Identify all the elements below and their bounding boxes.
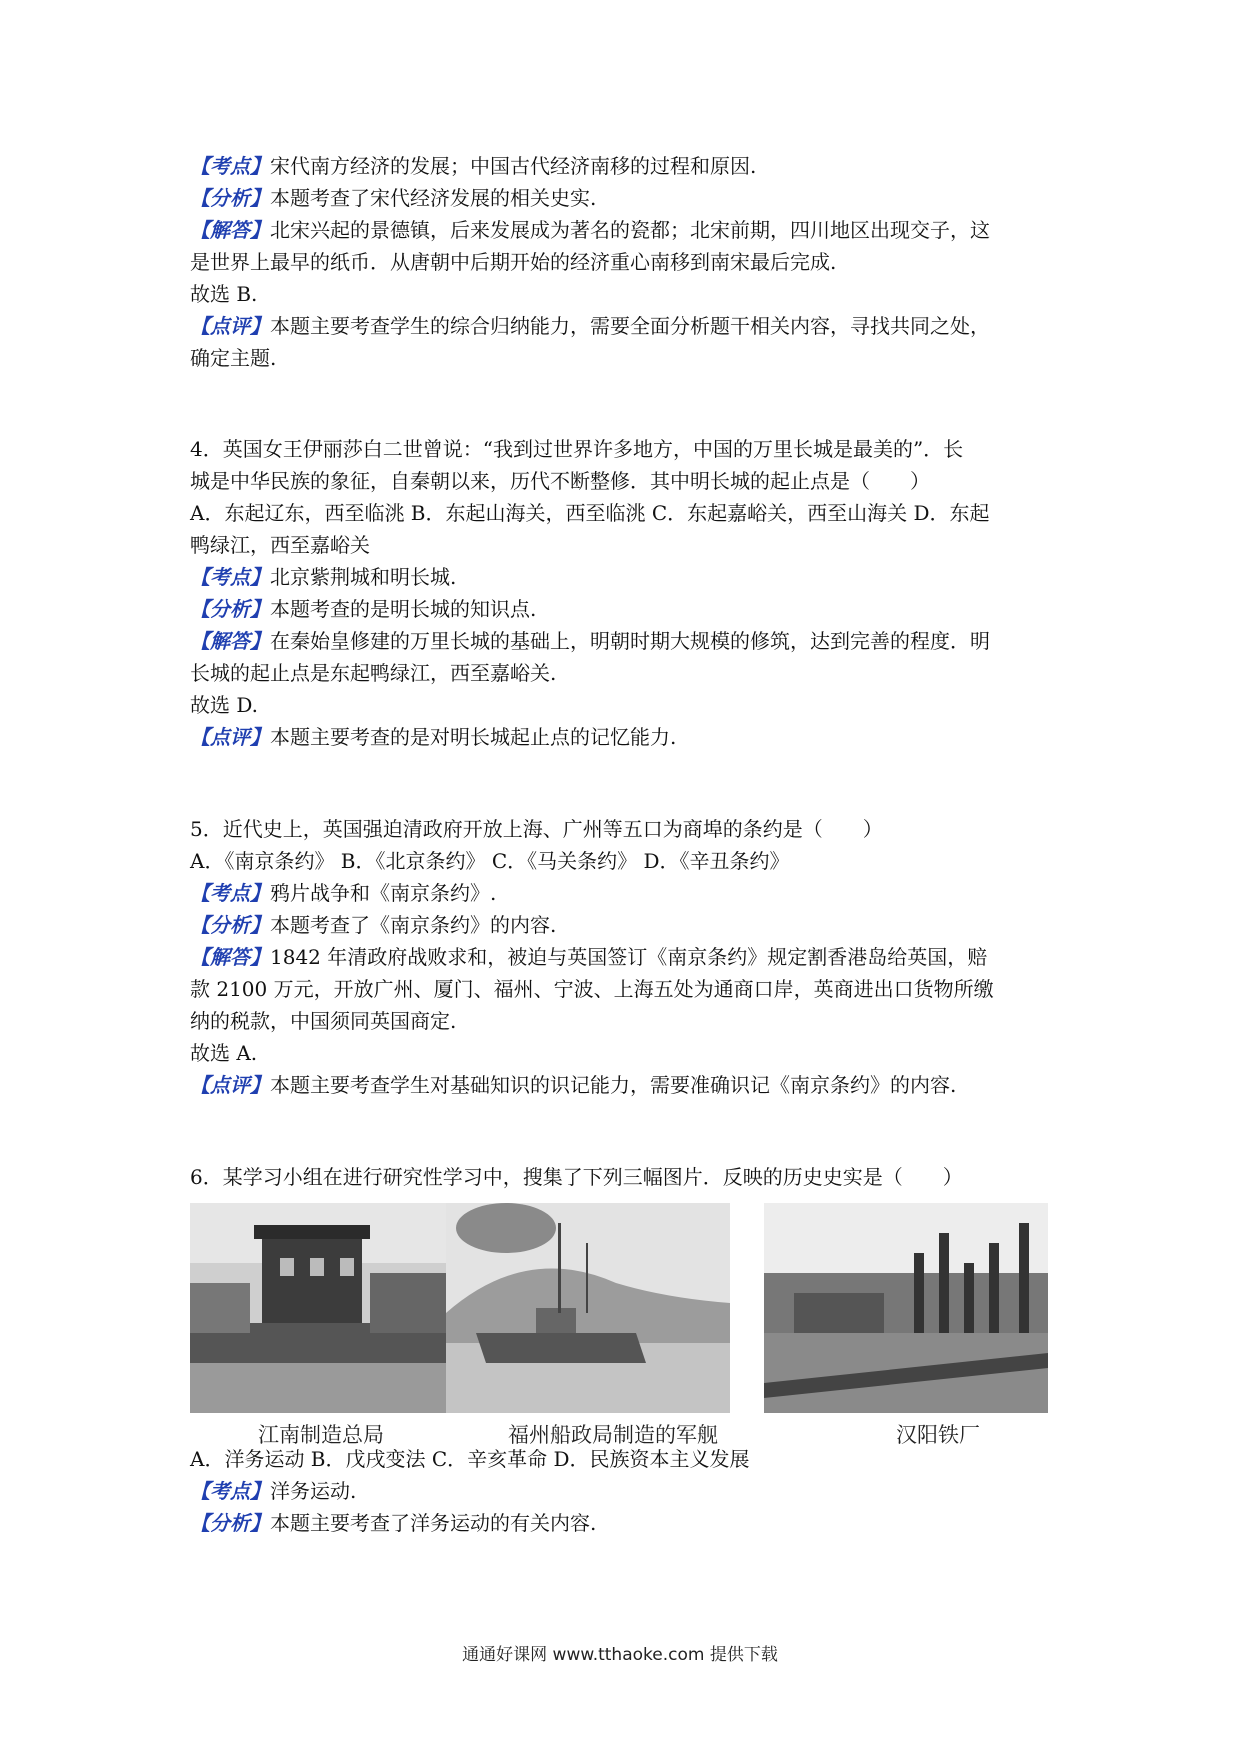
kaodian-line: 【考点】北京紫荆城和明长城. — [190, 565, 457, 589]
fenxi-tag: 【分析】 — [190, 913, 270, 937]
answer-choice: 故选 D. — [190, 693, 259, 717]
question-4-stem-2: 城是中华民族的象征，自秦朝以来，历代不断整修．其中明长城的起止点是（ ） — [190, 469, 930, 493]
photo-caption: 福州船政局制造的军舰 — [508, 1423, 718, 1447]
jieda-line-2: 是世界上最早的纸币．从唐朝中后期开始的经济重心南移到南宋最后完成. — [190, 250, 837, 274]
fenxi-line: 【分析】本题考查了《南京条约》的内容. — [190, 913, 557, 937]
dianping-tag: 【点评】 — [190, 314, 270, 338]
dianping-tag: 【点评】 — [190, 1073, 270, 1097]
question-4-options-2: 鸭绿江，西至嘉峪关 — [190, 533, 370, 557]
kaodian-tag: 【考点】 — [190, 1479, 270, 1503]
jieda-line-2: 款 2100 万元，开放广州、厦门、福州、宁波、上海五处为通商口岸，英商进出口货物所缴 — [190, 977, 994, 1001]
kaodian-line: 【考点】鸦片战争和《南京条约》. — [190, 881, 497, 905]
jieda-tag: 【解答】 — [190, 218, 270, 242]
fenxi-tag: 【分析】 — [190, 1511, 270, 1535]
dianping-tag: 【点评】 — [190, 725, 270, 749]
question-6-stem: 6．某学习小组在进行研究性学习中，搜集了下列三幅图片．反映的历史史实是（ ） — [190, 1165, 963, 1189]
dianping-line: 【点评】本题主要考查的是对明长城起止点的记忆能力. — [190, 725, 677, 749]
document-body — [190, 150, 1060, 1539]
jieda-line: 【解答】1842 年清政府战败求和，被迫与英国签订《南京条约》规定割香港岛给英国，赔 — [190, 945, 988, 969]
question-5-options: A．《南京条约》 B．《北京条约》 C．《马关条约》 D．《辛丑条约》 — [190, 849, 790, 873]
question-4-options: A．东起辽东，西至临洮 B．东起山海关，西至临洮 C．东起嘉峪关，西至山海关 D．东起 — [190, 501, 990, 525]
jieda-tag: 【解答】 — [190, 629, 270, 653]
fenxi-line: 【分析】本题主要考查了洋务运动的有关内容. — [190, 1511, 597, 1535]
dianping-line: 【点评】本题主要考查学生对基础知识的识记能力，需要准确识记《南京条约》的内容. — [190, 1073, 957, 1097]
fenxi-tag: 【分析】 — [190, 597, 270, 621]
kaodian-line: 【考点】宋代南方经济的发展；中国古代经济南移的过程和原因. — [190, 154, 757, 178]
fuzhou-warship-photo — [446, 1203, 730, 1413]
page-footer: 通通好课网 www.tthaoke.com 提供下载 — [462, 1645, 778, 1665]
answer-choice: 故选 A. — [190, 1041, 258, 1065]
jieda-line: 【解答】北宋兴起的景德镇，后来发展成为著名的瓷都；北宋前期，四川地区出现交子，这 — [190, 218, 990, 242]
photo-caption: 江南制造总局 — [258, 1423, 384, 1447]
jieda-line-3: 纳的税款，中国须同英国商定. — [190, 1009, 457, 1033]
fenxi-line: 【分析】本题考查了宋代经济发展的相关史实. — [190, 186, 597, 210]
question-5-stem: 5．近代史上，英国强迫清政府开放上海、广州等五口为商埠的条约是（ ） — [190, 817, 883, 841]
kaodian-line: 【考点】洋务运动. — [190, 1479, 357, 1503]
kaodian-tag: 【考点】 — [190, 154, 270, 178]
jieda-line: 【解答】在秦始皇修建的万里长城的基础上，明朝时期大规模的修筑，达到完善的程度．明 — [190, 629, 990, 653]
jiangnan-arsenal-photo — [190, 1203, 446, 1413]
kaodian-tag: 【考点】 — [190, 881, 270, 905]
jieda-line-2: 长城的起止点是东起鸭绿江，西至嘉峪关. — [190, 661, 557, 685]
fenxi-line: 【分析】本题考查的是明长城的知识点. — [190, 597, 537, 621]
hanyang-ironworks-photo — [764, 1203, 1048, 1413]
dianping-line-2: 确定主题. — [190, 346, 277, 370]
fenxi-tag: 【分析】 — [190, 186, 270, 210]
question-4-stem: 4．英国女王伊丽莎白二世曾说：“我到过世界许多地方，中国的万里长城是最美的”．长 — [190, 437, 964, 461]
answer-choice: 故选 B. — [190, 282, 258, 306]
jieda-tag: 【解答】 — [190, 945, 270, 969]
photo-caption: 汉阳铁厂 — [896, 1423, 980, 1447]
question-6-images — [190, 1203, 1060, 1447]
question-6-options: A．洋务运动 B．戊戌变法 C．辛亥革命 D．民族资本主义发展 — [190, 1447, 750, 1471]
dianping-line: 【点评】本题主要考查学生的综合归纳能力，需要全面分析题干相关内容，寻找共同之处， — [190, 314, 990, 338]
kaodian-tag: 【考点】 — [190, 565, 270, 589]
